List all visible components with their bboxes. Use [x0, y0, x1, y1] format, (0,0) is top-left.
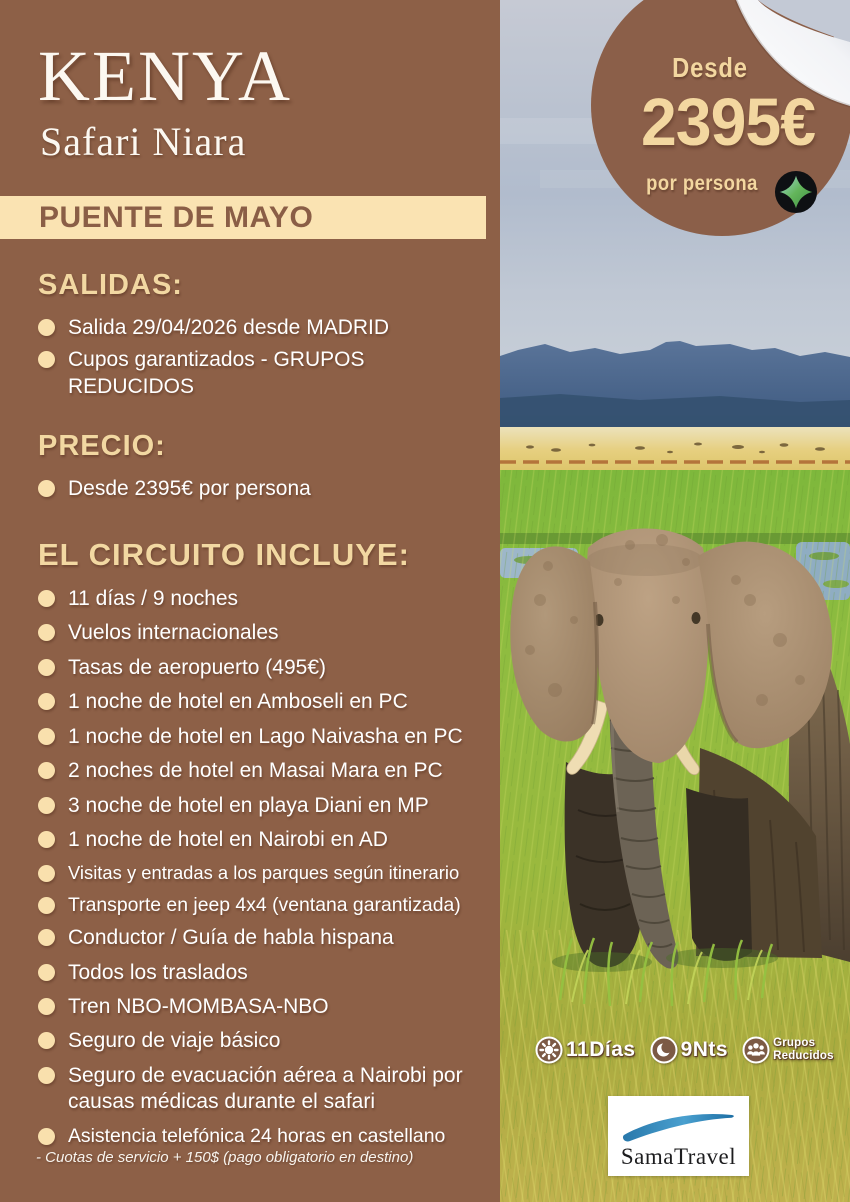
page-title: KENYA	[38, 36, 292, 116]
list-item: 2 noches de hotel en Masai Mara en PC	[38, 758, 490, 784]
list-item: 11 días / 9 noches	[38, 586, 490, 612]
moon-icon	[650, 1036, 678, 1064]
footnote: - Cuotas de servicio + 150$ (pago obligatorio en destino)	[36, 1149, 414, 1166]
list-item: 1 noche de hotel en Amboseli en PC	[38, 689, 490, 715]
stat-days-label: 11Días	[566, 1038, 636, 1061]
list-item: Asistencia telefónica 24 horas en castellano	[38, 1124, 490, 1148]
promo-band-label: PUENTE DE MAYO	[39, 200, 314, 234]
incluye-list	[38, 586, 490, 1148]
promo-band	[0, 196, 486, 239]
list-item: 1 noche de hotel en Lago Naivasha en PC	[38, 724, 490, 750]
list-item: 1 noche de hotel en Nairobi en AD	[38, 827, 490, 853]
stat-nights	[650, 1036, 729, 1064]
list-item: Transporte en jeep 4x4 (ventana garantizada)	[38, 893, 490, 917]
list-item: Seguro de viaje básico	[38, 1028, 490, 1054]
group-icon	[742, 1036, 770, 1064]
salidas-heading: SALIDAS:	[38, 269, 183, 301]
list-item: Seguro de evacuación aérea a Nairobi por causas médicas durante el safari	[38, 1063, 490, 1116]
list-item: Tren NBO-MOMBASA-NBO	[38, 994, 490, 1020]
precio-heading: PRECIO:	[38, 430, 166, 463]
sparkle-star-icon	[774, 170, 818, 214]
incluye-heading: EL CIRCUITO INCLUYE:	[38, 536, 410, 572]
stats-row	[535, 1036, 845, 1064]
list-item: Conductor / Guía de habla hispana	[38, 925, 490, 951]
badge-desde-label: Desde	[672, 52, 748, 83]
list-item: Cupos garantizados - GRUPOS REDUCIDOS	[38, 347, 490, 400]
brand-logo-text: SamaTravel	[620, 1143, 737, 1169]
salidas-list	[38, 315, 490, 400]
stat-groups-label: Grupos Reducidos	[773, 1037, 834, 1062]
list-item: Salida 29/04/2026 desde MADRID	[38, 315, 490, 341]
page-subtitle: Safari Niara	[40, 119, 247, 164]
badge-price: 2395€	[640, 85, 816, 160]
sun-icon	[535, 1036, 563, 1064]
list-item: Visitas y entradas a los parques según itinerario	[38, 861, 490, 884]
list-item: Todos los traslados	[38, 960, 490, 986]
stat-groups	[742, 1036, 841, 1064]
list-item: Desde 2395€ por persona	[38, 476, 490, 502]
brand-logo-box	[608, 1096, 749, 1176]
precio-list	[38, 476, 490, 502]
stat-nights-label: 9Nts	[680, 1038, 729, 1061]
price-badge	[500, 0, 850, 252]
stat-days	[535, 1036, 636, 1064]
badge-per-person-label: por persona	[646, 172, 758, 195]
brand-swoosh-icon	[618, 1105, 739, 1143]
list-item: 3 noche de hotel en playa Diani en MP	[38, 793, 490, 819]
list-item: Vuelos internacionales	[38, 620, 490, 646]
list-item: Tasas de aeropuerto (495€)	[38, 655, 490, 681]
